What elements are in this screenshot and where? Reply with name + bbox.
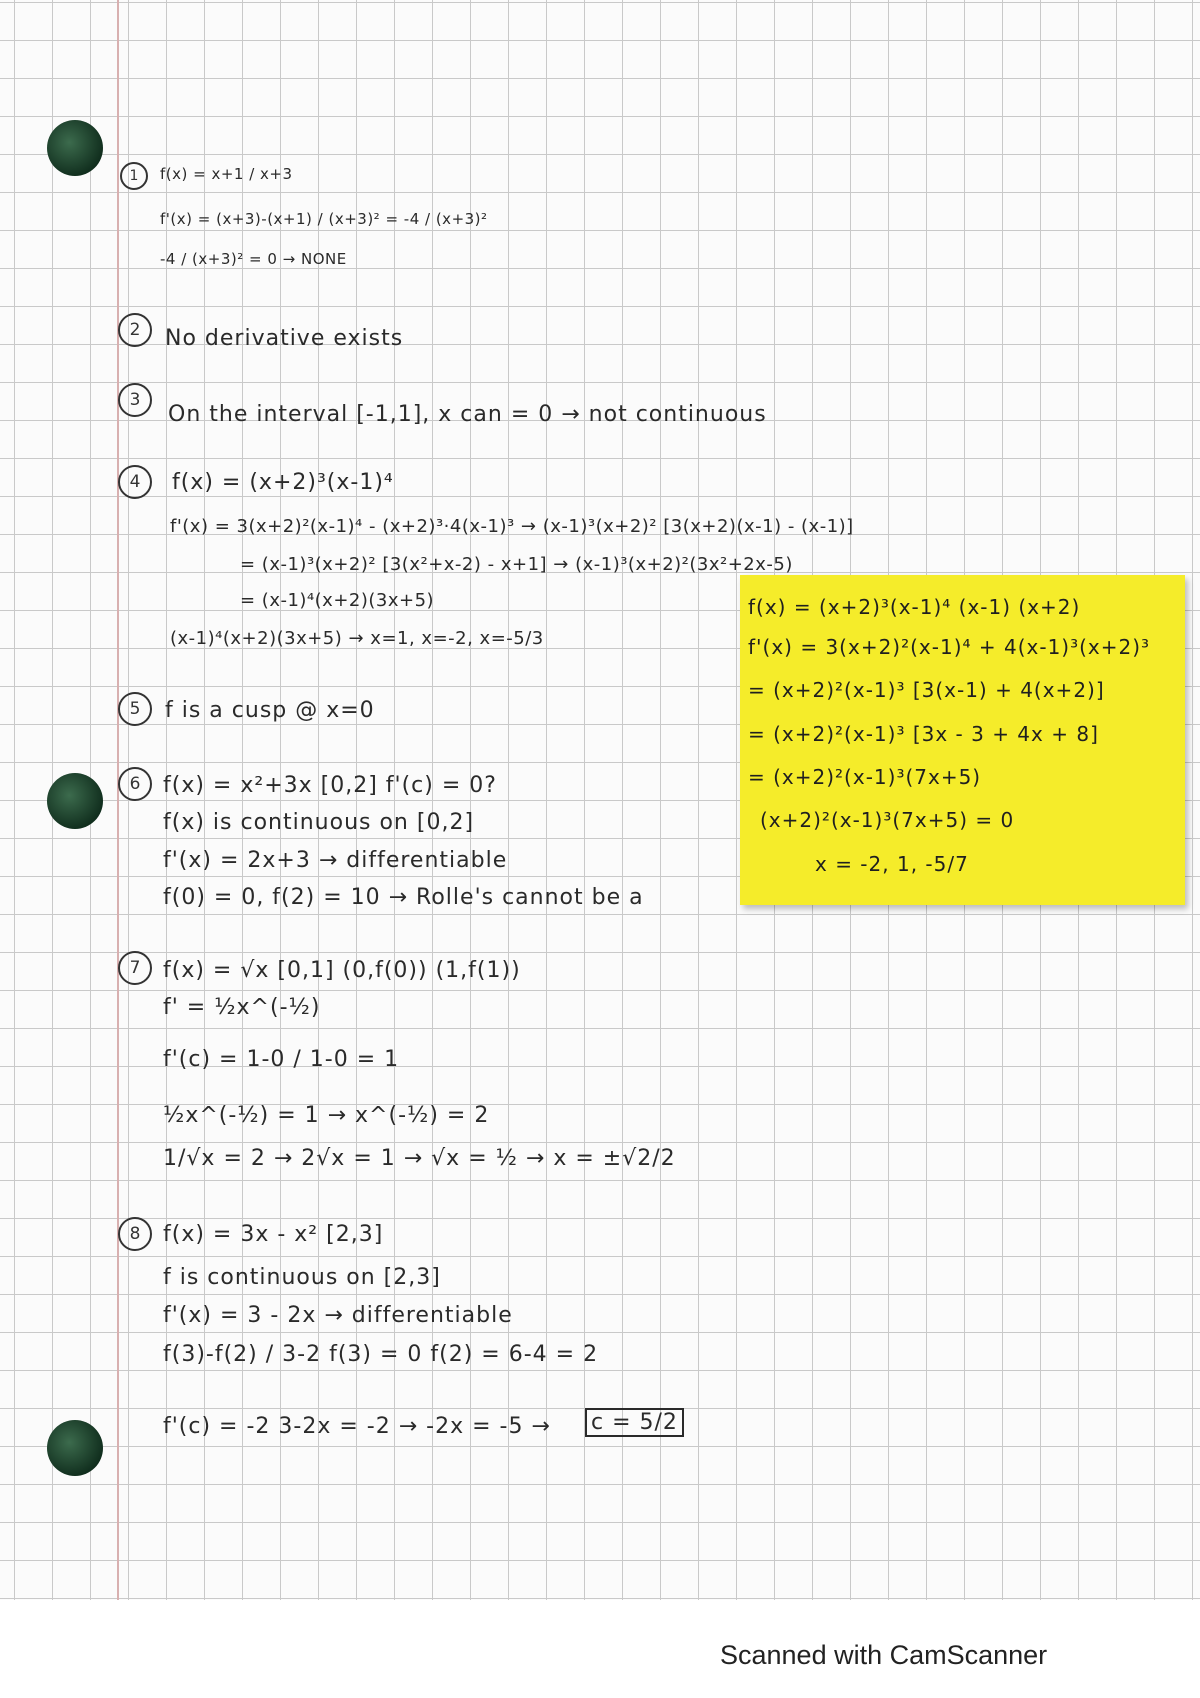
problem-7-line-2: f' = ½x^(-½) — [163, 995, 321, 1020]
problem-7-line-4: ½x^(-½) = 1 → x^(-½) = 2 — [163, 1103, 490, 1128]
problem-8-line-2: f is continuous on [2,3] — [163, 1265, 441, 1290]
problem-number: 5 — [118, 692, 152, 726]
problem-1-line-1: f(x) = x+1 / x+3 — [160, 165, 293, 183]
problem-4-line-2: f'(x) = 3(x+2)²(x-1)⁴ - (x+2)³·4(x-1)³ → (x-1)³(x+2)² [3(x+2)(x-1) - (x-1)] — [170, 516, 854, 537]
sticky-line-6: (x+2)²(x-1)³(7x+5) = 0 — [760, 808, 1015, 832]
margin-line — [117, 0, 119, 1600]
binder-hole-middle — [47, 773, 103, 829]
problem-6-line-4: f(0) = 0, f(2) = 10 → Rolle's cannot be a — [163, 885, 644, 910]
problem-8-line-5: f'(c) = -2 3-2x = -2 → -2x = -5 → — [163, 1414, 551, 1439]
problem-4-line-1: f(x) = (x+2)³(x-1)⁴ — [172, 470, 394, 495]
problem-1-line-3: -4 / (x+3)² = 0 → NONE — [160, 250, 347, 268]
binder-hole-bottom — [47, 1420, 103, 1476]
boxed-answer: c = 5/2 — [585, 1408, 684, 1437]
problem-8-line-1: f(x) = 3x - x² [2,3] — [163, 1222, 384, 1247]
problem-5-line-1: f is a cusp @ x=0 — [165, 698, 375, 723]
problem-7-line-1: f(x) = √x [0,1] (0,f(0)) (1,f(1)) — [163, 958, 521, 983]
problem-number: 2 — [118, 313, 152, 347]
problem-number: 6 — [118, 767, 152, 801]
sticky-line-3: = (x+2)²(x-1)³ [3(x-1) + 4(x+2)] — [748, 678, 1105, 702]
binder-hole-top — [47, 120, 103, 176]
sticky-line-5: = (x+2)²(x-1)³(7x+5) — [748, 765, 982, 789]
sticky-line-4: = (x+2)²(x-1)³ [3x - 3 + 4x + 8] — [748, 722, 1099, 746]
problem-4-line-3: = (x-1)³(x+2)² [3(x²+x-2) - x+1] → (x-1)³(x+2)²(3x²+2x-5) — [240, 554, 793, 575]
problem-number: 7 — [118, 951, 152, 985]
problem-8-line-4: f(3)-f(2) / 3-2 f(3) = 0 f(2) = 6-4 = 2 — [163, 1342, 599, 1367]
problem-1-line-2: f'(x) = (x+3)-(x+1) / (x+3)² = -4 / (x+3)² — [160, 210, 488, 228]
problem-number: 8 — [118, 1217, 152, 1251]
sticky-line-2: f'(x) = 3(x+2)²(x-1)⁴ + 4(x-1)³(x+2)³ — [748, 635, 1151, 659]
problem-4-line-5: (x-1)⁴(x+2)(3x+5) → x=1, x=-2, x=-5/3 — [170, 628, 544, 649]
problem-6-line-2: f(x) is continuous on [0,2] — [163, 810, 475, 835]
sticky-line-7: x = -2, 1, -5/7 — [815, 852, 969, 876]
problem-number: 1 — [120, 162, 148, 190]
problem-6-line-1: f(x) = x²+3x [0,2] f'(c) = 0? — [163, 773, 497, 798]
problem-number: 3 — [118, 383, 152, 417]
problem-6-line-3: f'(x) = 2x+3 → differentiable — [163, 848, 508, 873]
problem-4-line-4: = (x-1)⁴(x+2)(3x+5) — [240, 590, 435, 611]
problem-number: 4 — [118, 465, 152, 499]
footer-watermark-text: Scanned with CamScanner — [720, 1640, 1048, 1670]
problem-3-line-1: On the interval [-1,1], x can = 0 → not continuous — [168, 402, 767, 427]
problem-7-line-5: 1/√x = 2 → 2√x = 1 → √x = ½ → x = ±√2/2 — [163, 1146, 676, 1171]
sticky-line-1: f(x) = (x+2)³(x-1)⁴ (x-1) (x+2) — [748, 595, 1081, 619]
problem-7-line-3: f'(c) = 1-0 / 1-0 = 1 — [163, 1047, 400, 1072]
problem-8-line-3: f'(x) = 3 - 2x → differentiable — [163, 1303, 513, 1328]
problem-2-line-1: No derivative exists — [165, 326, 404, 351]
sticky-note — [740, 575, 1185, 905]
